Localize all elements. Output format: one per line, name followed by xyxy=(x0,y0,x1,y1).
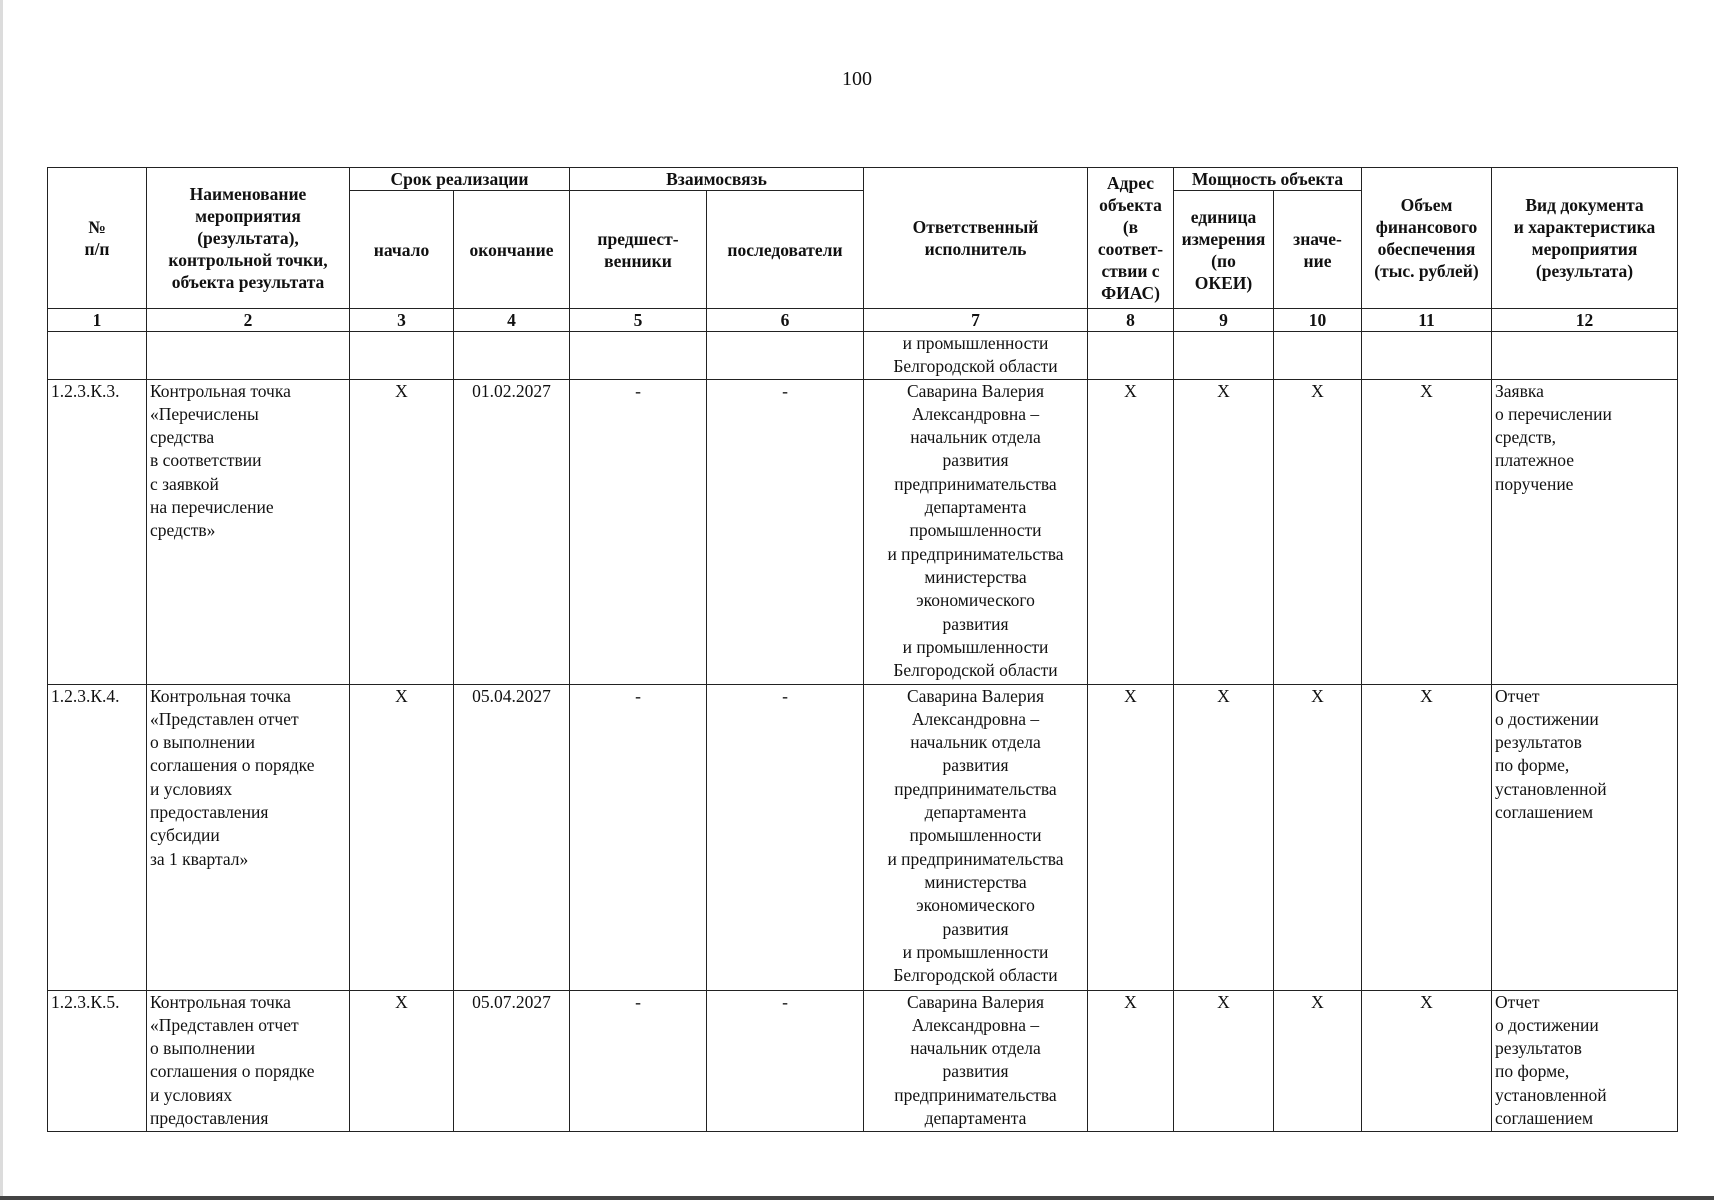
cell-empty xyxy=(1088,332,1174,380)
column-number: 12 xyxy=(1492,309,1678,332)
cell-predecessors: - xyxy=(570,684,707,990)
cell-end: 05.07.2027 xyxy=(454,990,570,1131)
column-number: 2 xyxy=(147,309,350,332)
cell-doc: Отчет о достижении результатов по форме, установленной соглашением xyxy=(1492,990,1678,1131)
column-number: 4 xyxy=(454,309,570,332)
header-predecessors: предшест- венники xyxy=(570,191,707,309)
continuation-row xyxy=(48,332,1678,380)
cell-successors: - xyxy=(707,379,864,684)
cell-finance: X xyxy=(1362,379,1492,684)
column-number: 1 xyxy=(48,309,147,332)
cell-end: 01.02.2027 xyxy=(454,379,570,684)
cell-executor: Саварина Валерия Александровна – начальник отдела развития предпринимательства департамента xyxy=(864,990,1088,1131)
cell-start: X xyxy=(350,379,454,684)
scan-bottom-edge xyxy=(0,1196,1714,1200)
cell-executor: Саварина Валерия Александровна – начальник отдела развития предпринимательства департамента промышленности и предпринимательства министерства экономического развития и промышленности Белгородской области xyxy=(864,379,1088,684)
cell-start: X xyxy=(350,684,454,990)
cell-value: X xyxy=(1274,379,1362,684)
header-address: Адрес объекта (в соответ- ствии с ФИАС) xyxy=(1088,168,1174,309)
cell-num: 1.2.3.К.4. xyxy=(48,684,147,990)
column-number: 9 xyxy=(1174,309,1274,332)
cell-name: Контрольная точка «Представлен отчет о выполнении соглашения о порядке и условиях предоставления xyxy=(147,990,350,1131)
cell-empty xyxy=(454,332,570,380)
cell-predecessors: - xyxy=(570,990,707,1131)
cell-name: Контрольная точка «Представлен отчет о выполнении соглашения о порядке и условиях предоставления субсидии за 1 квартал» xyxy=(147,684,350,990)
cell-end: 05.04.2027 xyxy=(454,684,570,990)
header-doc: Вид документа и характеристика мероприятия (результата) xyxy=(1492,168,1678,309)
scan-edge xyxy=(0,0,3,1200)
cell-unit: X xyxy=(1174,684,1274,990)
column-number: 6 xyxy=(707,309,864,332)
cell-start: X xyxy=(350,990,454,1131)
cell-empty xyxy=(350,332,454,380)
cell-empty xyxy=(1492,332,1678,380)
column-number: 11 xyxy=(1362,309,1492,332)
cell-successors: - xyxy=(707,684,864,990)
cell-value: X xyxy=(1274,990,1362,1131)
cell-executor: и промышленности Белгородской области xyxy=(864,332,1088,380)
column-number: 5 xyxy=(570,309,707,332)
cell-executor: Саварина Валерия Александровна – начальник отдела развития предпринимательства департамента промышленности и предпринимательства министерства экономического развития и промышленности Белгородской области xyxy=(864,684,1088,990)
cell-empty xyxy=(707,332,864,380)
header-relation: Взаимосвязь xyxy=(570,168,864,191)
cell-successors: - xyxy=(707,990,864,1131)
header-term: Срок реализации xyxy=(350,168,570,191)
cell-name: Контрольная точка «Перечислены средства в соответствии с заявкой на перечисление средств» xyxy=(147,379,350,684)
column-number: 10 xyxy=(1274,309,1362,332)
cell-empty xyxy=(570,332,707,380)
plan-table xyxy=(47,167,1678,1132)
cell-empty xyxy=(1174,332,1274,380)
column-number-row xyxy=(48,309,1678,332)
cell-empty xyxy=(1362,332,1492,380)
cell-finance: X xyxy=(1362,684,1492,990)
cell-empty xyxy=(48,332,147,380)
header-successors: последователи xyxy=(707,191,864,309)
header-unit: единица измерения (по ОКЕИ) xyxy=(1174,191,1274,309)
table-row xyxy=(48,379,1678,684)
header-term-end: окончание xyxy=(454,191,570,309)
column-number: 3 xyxy=(350,309,454,332)
cell-finance: X xyxy=(1362,990,1492,1131)
cell-num: 1.2.3.К.5. xyxy=(48,990,147,1131)
header-finance: Объем финансового обеспечения (тыс. рублей) xyxy=(1362,168,1492,309)
cell-doc: Отчет о достижении результатов по форме, установленной соглашением xyxy=(1492,684,1678,990)
header-value: значе- ние xyxy=(1274,191,1362,309)
cell-address: X xyxy=(1088,990,1174,1131)
column-number: 8 xyxy=(1088,309,1174,332)
cell-unit: X xyxy=(1174,379,1274,684)
header-capacity: Мощность объекта xyxy=(1174,168,1362,191)
header-name: Наименование мероприятия (результата), контрольной точки, объекта результата xyxy=(147,168,350,309)
cell-num: 1.2.3.К.3. xyxy=(48,379,147,684)
header-term-start: начало xyxy=(350,191,454,309)
cell-empty xyxy=(147,332,350,380)
table-row xyxy=(48,990,1678,1131)
header-executor: Ответственный исполнитель xyxy=(864,168,1088,309)
table-row xyxy=(48,684,1678,990)
cell-value: X xyxy=(1274,684,1362,990)
cell-address: X xyxy=(1088,379,1174,684)
page-number: 100 xyxy=(842,68,872,90)
cell-doc: Заявка о перечислении средств, платежное поручение xyxy=(1492,379,1678,684)
column-number: 7 xyxy=(864,309,1088,332)
header-num: № п/п xyxy=(48,168,147,309)
cell-predecessors: - xyxy=(570,379,707,684)
cell-unit: X xyxy=(1174,990,1274,1131)
cell-address: X xyxy=(1088,684,1174,990)
cell-empty xyxy=(1274,332,1362,380)
